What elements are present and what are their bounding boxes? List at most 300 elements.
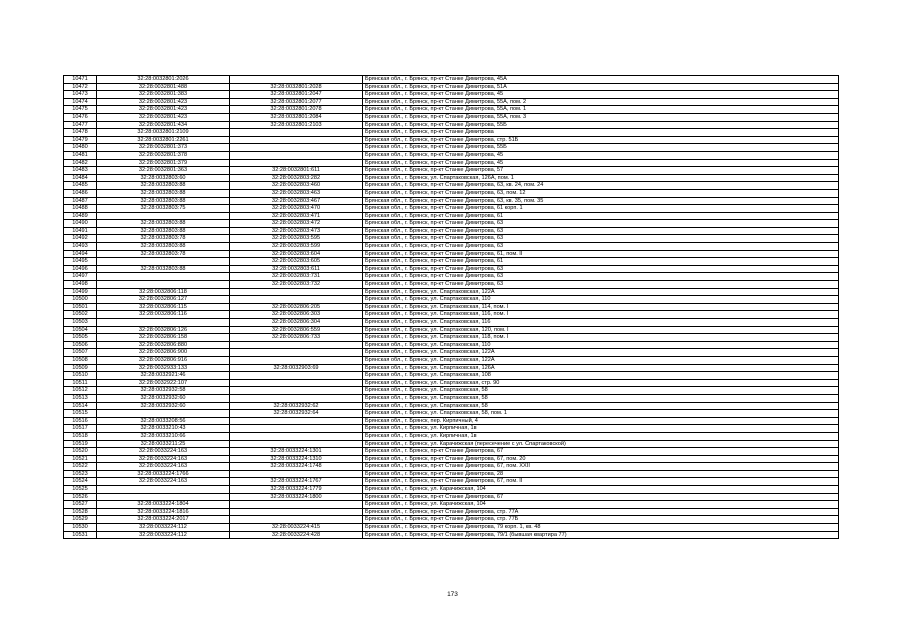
table-row bbox=[64, 493, 839, 501]
row-number-cell: 10478 bbox=[64, 129, 97, 137]
object-cadastral-number-cell: 32:28:0032806:559 bbox=[230, 326, 363, 334]
row-number-cell: 10477 bbox=[64, 121, 97, 129]
land-cadastral-number-cell bbox=[97, 486, 230, 494]
table-row bbox=[64, 334, 839, 342]
address-cell: Брянская обл., г. Брянск, ул. Спартаковская, 116 bbox=[363, 319, 839, 327]
land-cadastral-number-cell: 32:28:0032803:88 bbox=[97, 189, 230, 197]
row-number-cell: 10519 bbox=[64, 440, 97, 448]
land-cadastral-number-cell: 32:28:0033210:43 bbox=[97, 425, 230, 433]
object-cadastral-number-cell bbox=[230, 356, 363, 364]
object-cadastral-number-cell: 32:28:0033224:1748 bbox=[230, 463, 363, 471]
address-cell: Брянская обл., г. Брянск, пр-кт Станке Димитрова, 63 bbox=[363, 273, 839, 281]
object-cadastral-number-cell bbox=[230, 501, 363, 509]
address-cell: Брянская обл., г. Брянск, пр-кт Станке Димитрова, 55Б bbox=[363, 144, 839, 152]
address-cell: Брянская обл., г. Брянск, пр-кт Станке Димитрова, 63, пом. 12 bbox=[363, 189, 839, 197]
table-row bbox=[64, 159, 839, 167]
object-cadastral-number-cell: 32:28:0032803:460 bbox=[230, 182, 363, 190]
object-cadastral-number-cell bbox=[230, 136, 363, 144]
land-cadastral-number-cell: 32:28:0032806:126 bbox=[97, 326, 230, 334]
table-row bbox=[64, 174, 839, 182]
object-cadastral-number-cell bbox=[230, 296, 363, 304]
table-row bbox=[64, 501, 839, 509]
land-cadastral-number-cell: 32:28:0032806:916 bbox=[97, 356, 230, 364]
address-cell: Брянская обл., г. Брянск, пр-кт Станке Димитрова, 61, пом. II bbox=[363, 250, 839, 258]
land-cadastral-number-cell bbox=[97, 319, 230, 327]
address-cell: Брянская обл., г. Брянск, пр-кт Станке Димитрова, 45 bbox=[363, 159, 839, 167]
object-cadastral-number-cell bbox=[230, 516, 363, 524]
land-cadastral-number-cell: 32:28:0032933:133 bbox=[97, 364, 230, 372]
land-cadastral-number-cell: 32:28:0032801:2109 bbox=[97, 129, 230, 137]
object-cadastral-number-cell: 32:28:0033224:1310 bbox=[230, 455, 363, 463]
table-row bbox=[64, 372, 839, 380]
address-cell: Брянская обл., г. Брянск, пр-кт Станке Димитрова, 61 bbox=[363, 212, 839, 220]
table-row bbox=[64, 455, 839, 463]
row-number-cell: 10502 bbox=[64, 311, 97, 319]
row-number-cell: 10517 bbox=[64, 425, 97, 433]
table-row bbox=[64, 387, 839, 395]
row-number-cell: 10472 bbox=[64, 83, 97, 91]
land-cadastral-number-cell: 32:28:0033224:1766 bbox=[97, 470, 230, 478]
land-cadastral-number-cell bbox=[97, 281, 230, 289]
row-number-cell: 10523 bbox=[64, 470, 97, 478]
address-cell: Брянская обл., г. Брянск, пр-кт Станке Димитрова, 45 bbox=[363, 91, 839, 99]
row-number-cell: 10500 bbox=[64, 296, 97, 304]
object-cadastral-number-cell: 32:28:0032932:62 bbox=[230, 402, 363, 410]
table-row bbox=[64, 151, 839, 159]
address-cell: Брянская обл., г. Брянск, пр-кт Станке Димитрова, 63 bbox=[363, 281, 839, 289]
registry-table bbox=[63, 75, 839, 539]
land-cadastral-number-cell: 32:28:0032801:423 bbox=[97, 106, 230, 114]
land-cadastral-number-cell: 32:28:0032801:488 bbox=[97, 83, 230, 91]
object-cadastral-number-cell: 32:28:0033224:1301 bbox=[230, 448, 363, 456]
table-row bbox=[64, 265, 839, 273]
address-cell: Брянская обл., г. Брянск, пр-кт Станке Димитрова, 28 bbox=[363, 470, 839, 478]
table-row bbox=[64, 205, 839, 213]
address-cell: Брянская обл., г. Брянск, пр-кт Станке Димитрова, 51А bbox=[363, 83, 839, 91]
land-cadastral-number-cell: 32:28:0032801:423 bbox=[97, 98, 230, 106]
row-number-cell: 10481 bbox=[64, 151, 97, 159]
land-cadastral-number-cell: 32:28:0033224:1804 bbox=[97, 501, 230, 509]
row-number-cell: 10528 bbox=[64, 508, 97, 516]
land-cadastral-number-cell: 32:28:0033211:25 bbox=[97, 440, 230, 448]
land-cadastral-number-cell: 32:28:0032803:88 bbox=[97, 243, 230, 251]
row-number-cell: 10501 bbox=[64, 303, 97, 311]
row-number-cell: 10515 bbox=[64, 410, 97, 418]
row-number-cell: 10503 bbox=[64, 319, 97, 327]
object-cadastral-number-cell: 32:28:0032903:69 bbox=[230, 364, 363, 372]
land-cadastral-number-cell: 32:28:0032932:60 bbox=[97, 402, 230, 410]
land-cadastral-number-cell: 32:28:0033224:163 bbox=[97, 478, 230, 486]
object-cadastral-number-cell: 32:28:0032801:2077 bbox=[230, 98, 363, 106]
object-cadastral-number-cell bbox=[230, 288, 363, 296]
address-cell: Брянская обл., г. Брянск, ул. Спартаковская, 122А bbox=[363, 288, 839, 296]
object-cadastral-number-cell: 32:28:0032801:611 bbox=[230, 167, 363, 175]
object-cadastral-number-cell bbox=[230, 372, 363, 380]
row-number-cell: 10504 bbox=[64, 326, 97, 334]
object-cadastral-number-cell: 32:28:0032803:595 bbox=[230, 235, 363, 243]
object-cadastral-number-cell: 32:28:0033224:428 bbox=[230, 531, 363, 539]
object-cadastral-number-cell: 32:28:0033224:415 bbox=[230, 524, 363, 532]
object-cadastral-number-cell: 32:28:0032806:304 bbox=[230, 319, 363, 327]
object-cadastral-number-cell: 32:28:0032806:205 bbox=[230, 303, 363, 311]
land-cadastral-number-cell bbox=[97, 493, 230, 501]
address-cell: Брянская обл., г. Брянск, пр-кт Станке Димитрова, 79 корп. 1, кв. 48 bbox=[363, 524, 839, 532]
address-cell: Брянская обл., г. Брянск, ул. Кирпичная, 1в bbox=[363, 432, 839, 440]
land-cadastral-number-cell: 32:28:0032806:900 bbox=[97, 349, 230, 357]
object-cadastral-number-cell bbox=[230, 129, 363, 137]
address-cell: Брянская обл., г. Брянск, пр-кт Станке Димитрова, 61 корп. 1 bbox=[363, 205, 839, 213]
object-cadastral-number-cell: 32:28:0032806:303 bbox=[230, 311, 363, 319]
object-cadastral-number-cell: 32:28:0032803:604 bbox=[230, 250, 363, 258]
object-cadastral-number-cell: 32:28:0032801:2028 bbox=[230, 83, 363, 91]
address-cell: Брянская обл., г. Брянск, пр-кт Станке Димитрова, 63, кв. 24, пом. 24 bbox=[363, 182, 839, 190]
row-number-cell: 10479 bbox=[64, 136, 97, 144]
table-row bbox=[64, 189, 839, 197]
address-cell: Брянская обл., г. Брянск, ул. Карачижская, 104 bbox=[363, 501, 839, 509]
row-number-cell: 10512 bbox=[64, 387, 97, 395]
table-row bbox=[64, 98, 839, 106]
address-cell: Брянская обл., г. Брянск, пр-кт Станке Димитрова, 55Б bbox=[363, 121, 839, 129]
address-cell: Брянская обл., г. Брянск, пр-кт Станке Димитрова, 55А, пом. 3 bbox=[363, 113, 839, 121]
row-number-cell: 10482 bbox=[64, 159, 97, 167]
table-row bbox=[64, 303, 839, 311]
object-cadastral-number-cell: 32:28:0032803:463 bbox=[230, 189, 363, 197]
address-cell: Брянская обл., г. Брянск, пр-кт Станке Димитрова, 67 bbox=[363, 493, 839, 501]
row-number-cell: 10476 bbox=[64, 113, 97, 121]
address-cell: Брянская обл., г. Брянск, ул. Спартаковская, 58 bbox=[363, 387, 839, 395]
address-cell: Брянская обл., г. Брянск, пр-кт Станке Димитрова, 67, пом. XXII bbox=[363, 463, 839, 471]
table-row bbox=[64, 197, 839, 205]
table-row bbox=[64, 432, 839, 440]
row-number-cell: 10518 bbox=[64, 432, 97, 440]
row-number-cell: 10525 bbox=[64, 486, 97, 494]
object-cadastral-number-cell: 32:28:0032803:611 bbox=[230, 265, 363, 273]
land-cadastral-number-cell bbox=[97, 258, 230, 266]
table-row bbox=[64, 250, 839, 258]
row-number-cell: 10508 bbox=[64, 356, 97, 364]
table-row bbox=[64, 425, 839, 433]
table-row bbox=[64, 121, 839, 129]
row-number-cell: 10510 bbox=[64, 372, 97, 380]
table-row bbox=[64, 83, 839, 91]
table-row bbox=[64, 364, 839, 372]
land-cadastral-number-cell: 32:28:0032803:88 bbox=[97, 220, 230, 228]
object-cadastral-number-cell: 32:28:0032803:732 bbox=[230, 281, 363, 289]
row-number-cell: 10480 bbox=[64, 144, 97, 152]
object-cadastral-number-cell bbox=[230, 432, 363, 440]
table-row bbox=[64, 212, 839, 220]
land-cadastral-number-cell: 32:28:0032803:78 bbox=[97, 250, 230, 258]
table-row bbox=[64, 440, 839, 448]
object-cadastral-number-cell: 32:28:0032806:733 bbox=[230, 334, 363, 342]
object-cadastral-number-cell bbox=[230, 151, 363, 159]
object-cadastral-number-cell bbox=[230, 159, 363, 167]
row-number-cell: 10484 bbox=[64, 174, 97, 182]
table-row bbox=[64, 243, 839, 251]
object-cadastral-number-cell: 32:28:0032803:472 bbox=[230, 220, 363, 228]
table-row bbox=[64, 524, 839, 532]
address-cell: Брянская обл., г. Брянск, пр-кт Станке Димитрова, 61 bbox=[363, 258, 839, 266]
land-cadastral-number-cell bbox=[97, 273, 230, 281]
land-cadastral-number-cell: 32:28:0033224:112 bbox=[97, 524, 230, 532]
table-row bbox=[64, 478, 839, 486]
address-cell: Брянская обл., г. Брянск, пр-кт Станке Димитрова, 67, пом. 20 bbox=[363, 455, 839, 463]
row-number-cell: 10507 bbox=[64, 349, 97, 357]
land-cadastral-number-cell: 32:28:0032801:383 bbox=[97, 91, 230, 99]
row-number-cell: 10499 bbox=[64, 288, 97, 296]
row-number-cell: 10493 bbox=[64, 243, 97, 251]
row-number-cell: 10526 bbox=[64, 493, 97, 501]
table-row bbox=[64, 136, 839, 144]
object-cadastral-number-cell: 32:28:0032801:2103 bbox=[230, 121, 363, 129]
address-cell: Брянская обл., г. Брянск, ул. Спартаковская, 118, пом. I bbox=[363, 334, 839, 342]
table-row bbox=[64, 220, 839, 228]
address-cell: Брянская обл., г. Брянск, пр-кт Станке Димитрова, 57 bbox=[363, 167, 839, 175]
land-cadastral-number-cell: 32:28:0032801:2026 bbox=[97, 76, 230, 84]
address-cell: Брянская обл., г. Брянск, пр-кт Станке Димитрова, 63 bbox=[363, 220, 839, 228]
row-number-cell: 10483 bbox=[64, 167, 97, 175]
table-row bbox=[64, 129, 839, 137]
object-cadastral-number-cell: 32:28:0033224:1779 bbox=[230, 486, 363, 494]
row-number-cell: 10494 bbox=[64, 250, 97, 258]
address-cell: Брянская обл., г. Брянск, пр-кт Станке Димитрова, 67 bbox=[363, 448, 839, 456]
land-cadastral-number-cell: 32:28:0032803:88 bbox=[97, 227, 230, 235]
row-number-cell: 10488 bbox=[64, 205, 97, 213]
table-row bbox=[64, 258, 839, 266]
land-cadastral-number-cell: 32:28:0032806:158 bbox=[97, 334, 230, 342]
land-cadastral-number-cell: 32:28:0032932:60 bbox=[97, 394, 230, 402]
address-cell: Брянская обл., г. Брянск, пр-кт Станке Димитрова, 55А, пом. 2 bbox=[363, 98, 839, 106]
land-cadastral-number-cell: 32:28:0033224:163 bbox=[97, 455, 230, 463]
table-row bbox=[64, 410, 839, 418]
table-row bbox=[64, 182, 839, 190]
land-cadastral-number-cell: 32:28:0032803:60 bbox=[97, 174, 230, 182]
address-cell: Брянская обл., г. Брянск, ул. Карачижская, 104 bbox=[363, 486, 839, 494]
table-row bbox=[64, 349, 839, 357]
address-cell: Брянская обл., г. Брянск, ул. Спартаковская, 58 bbox=[363, 402, 839, 410]
table-row bbox=[64, 296, 839, 304]
address-cell: Брянская обл., г. Брянск, ул. Спартаковская, стр. 90 bbox=[363, 379, 839, 387]
land-cadastral-number-cell: 32:28:0032801:434 bbox=[97, 121, 230, 129]
object-cadastral-number-cell bbox=[230, 349, 363, 357]
object-cadastral-number-cell: 32:28:0032803:282 bbox=[230, 174, 363, 182]
row-number-cell: 10505 bbox=[64, 334, 97, 342]
row-number-cell: 10491 bbox=[64, 227, 97, 235]
table-row bbox=[64, 288, 839, 296]
object-cadastral-number-cell: 32:28:0032803:470 bbox=[230, 205, 363, 213]
table-row bbox=[64, 319, 839, 327]
table-row bbox=[64, 91, 839, 99]
address-cell: Брянская обл., г. Брянск, пр-кт Станке Димитрова, стр. 77А bbox=[363, 508, 839, 516]
object-cadastral-number-cell: 32:28:0032803:467 bbox=[230, 197, 363, 205]
row-number-cell: 10495 bbox=[64, 258, 97, 266]
object-cadastral-number-cell bbox=[230, 387, 363, 395]
land-cadastral-number-cell: 32:28:0032801:423 bbox=[97, 113, 230, 121]
land-cadastral-number-cell: 32:28:0033210:66 bbox=[97, 432, 230, 440]
address-cell: Брянская обл., г. Брянск, пр-кт Станке Димитрова bbox=[363, 129, 839, 137]
land-cadastral-number-cell: 32:28:0032921:46 bbox=[97, 372, 230, 380]
land-cadastral-number-cell: 32:28:0032803:88 bbox=[97, 182, 230, 190]
table-row bbox=[64, 273, 839, 281]
land-cadastral-number-cell: 32:28:0032806:127 bbox=[97, 296, 230, 304]
row-number-cell: 10492 bbox=[64, 235, 97, 243]
row-number-cell: 10497 bbox=[64, 273, 97, 281]
table-row bbox=[64, 235, 839, 243]
land-cadastral-number-cell: 32:28:0033224:1816 bbox=[97, 508, 230, 516]
row-number-cell: 10509 bbox=[64, 364, 97, 372]
table-row bbox=[64, 326, 839, 334]
table-row bbox=[64, 394, 839, 402]
address-cell: Брянская обл., г. Брянск, пр-кт Станке Димитрова, 67, пом. II bbox=[363, 478, 839, 486]
address-cell: Брянская обл., г. Брянск, ул. Карачижская (пересечение с ул. Спартаковской) bbox=[363, 440, 839, 448]
table-row bbox=[64, 356, 839, 364]
address-cell: Брянская обл., г. Брянск, ул. Спартаковская, 58, пом. 1 bbox=[363, 410, 839, 418]
land-cadastral-number-cell: 32:28:0032932:58 bbox=[97, 387, 230, 395]
object-cadastral-number-cell bbox=[230, 425, 363, 433]
object-cadastral-number-cell bbox=[230, 341, 363, 349]
row-number-cell: 10487 bbox=[64, 197, 97, 205]
land-cadastral-number-cell: 32:28:0032801:379 bbox=[97, 159, 230, 167]
table-row bbox=[64, 227, 839, 235]
object-cadastral-number-cell bbox=[230, 440, 363, 448]
table-row bbox=[64, 379, 839, 387]
object-cadastral-number-cell bbox=[230, 470, 363, 478]
row-number-cell: 10529 bbox=[64, 516, 97, 524]
row-number-cell: 10527 bbox=[64, 501, 97, 509]
land-cadastral-number-cell: 32:28:0033224:163 bbox=[97, 448, 230, 456]
address-cell: Брянская обл., г. Брянск, ул. Спартаковская, 122А bbox=[363, 349, 839, 357]
land-cadastral-number-cell: 32:28:0032803:88 bbox=[97, 197, 230, 205]
land-cadastral-number-cell: 32:28:0032801:363 bbox=[97, 167, 230, 175]
land-cadastral-number-cell: 32:28:0033224:112 bbox=[97, 531, 230, 539]
address-cell: Брянская обл., г. Брянск, пр-кт Станке Димитрова, 63 bbox=[363, 227, 839, 235]
object-cadastral-number-cell: 32:28:0032932:64 bbox=[230, 410, 363, 418]
address-cell: Брянская обл., г. Брянск, пр-кт Станке Димитрова, 63 bbox=[363, 243, 839, 251]
object-cadastral-number-cell: 32:28:0033224:1767 bbox=[230, 478, 363, 486]
land-cadastral-number-cell: 32:28:0032801:378 bbox=[97, 151, 230, 159]
address-cell: Брянская обл., г. Брянск, пер. Кирпичный, 4 bbox=[363, 417, 839, 425]
land-cadastral-number-cell: 32:28:0032803:78 bbox=[97, 235, 230, 243]
object-cadastral-number-cell: 32:28:0032801:2078 bbox=[230, 106, 363, 114]
registry-table-body bbox=[64, 76, 839, 539]
object-cadastral-number-cell bbox=[230, 394, 363, 402]
land-cadastral-number-cell: 32:28:0032803:88 bbox=[97, 265, 230, 273]
table-row bbox=[64, 281, 839, 289]
address-cell: Брянская обл., г. Брянск, ул. Спартаковская, 116, пом. I bbox=[363, 311, 839, 319]
object-cadastral-number-cell: 32:28:0032803:471 bbox=[230, 212, 363, 220]
table-row bbox=[64, 486, 839, 494]
table-row bbox=[64, 531, 839, 539]
row-number-cell: 10520 bbox=[64, 448, 97, 456]
object-cadastral-number-cell bbox=[230, 76, 363, 84]
object-cadastral-number-cell: 32:28:0033224:1800 bbox=[230, 493, 363, 501]
row-number-cell: 10485 bbox=[64, 182, 97, 190]
row-number-cell: 10498 bbox=[64, 281, 97, 289]
row-number-cell: 10516 bbox=[64, 417, 97, 425]
land-cadastral-number-cell: 32:28:0032801:373 bbox=[97, 144, 230, 152]
address-cell: Брянская обл., г. Брянск, пр-кт Станке Димитрова, 45 bbox=[363, 151, 839, 159]
row-number-cell: 10522 bbox=[64, 463, 97, 471]
land-cadastral-number-cell: 32:28:0032922:107 bbox=[97, 379, 230, 387]
table-row bbox=[64, 448, 839, 456]
object-cadastral-number-cell: 32:28:0032803:605 bbox=[230, 258, 363, 266]
land-cadastral-number-cell: 32:28:0032803:75 bbox=[97, 205, 230, 213]
row-number-cell: 10490 bbox=[64, 220, 97, 228]
table-row bbox=[64, 144, 839, 152]
row-number-cell: 10531 bbox=[64, 531, 97, 539]
table-row bbox=[64, 106, 839, 114]
row-number-cell: 10524 bbox=[64, 478, 97, 486]
object-cadastral-number-cell: 32:28:0032801:2084 bbox=[230, 113, 363, 121]
land-cadastral-number-cell: 32:28:0032806:118 bbox=[97, 288, 230, 296]
address-cell: Брянская обл., г. Брянск, ул. Спартаковская, 120, пом. I bbox=[363, 326, 839, 334]
table-row bbox=[64, 516, 839, 524]
address-cell: Брянская обл., г. Брянск, пр-кт Станке Димитрова, 63 bbox=[363, 265, 839, 273]
row-number-cell: 10506 bbox=[64, 341, 97, 349]
land-cadastral-number-cell: 32:28:0032806:116 bbox=[97, 311, 230, 319]
row-number-cell: 10511 bbox=[64, 379, 97, 387]
address-cell: Брянская обл., г. Брянск, ул. Спартаковская, 110 bbox=[363, 341, 839, 349]
address-cell: Брянская обл., г. Брянск, ул. Спартаковская, 114, пом. I bbox=[363, 303, 839, 311]
address-cell: Брянская обл., г. Брянск, ул. Спартаковская, 122А bbox=[363, 356, 839, 364]
row-number-cell: 10489 bbox=[64, 212, 97, 220]
row-number-cell: 10471 bbox=[64, 76, 97, 84]
address-cell: Брянская обл., г. Брянск, пр-кт Станке Димитрова, 63, кв. 35, пом. 35 bbox=[363, 197, 839, 205]
object-cadastral-number-cell: 32:28:0032803:473 bbox=[230, 227, 363, 235]
address-cell: Брянская обл., г. Брянск, пр-кт Станке Димитрова, 55А, пом. 1 bbox=[363, 106, 839, 114]
address-cell: Брянская обл., г. Брянск, ул. Спартаковская, 110 bbox=[363, 296, 839, 304]
table-row bbox=[64, 76, 839, 84]
object-cadastral-number-cell bbox=[230, 144, 363, 152]
object-cadastral-number-cell: 32:28:0032801:2047 bbox=[230, 91, 363, 99]
land-cadastral-number-cell: 32:28:0032801:2261 bbox=[97, 136, 230, 144]
row-number-cell: 10514 bbox=[64, 402, 97, 410]
row-number-cell: 10473 bbox=[64, 91, 97, 99]
row-number-cell: 10521 bbox=[64, 455, 97, 463]
table-row bbox=[64, 311, 839, 319]
land-cadastral-number-cell bbox=[97, 410, 230, 418]
address-cell: Брянская обл., г. Брянск, ул. Спартаковская, 58 bbox=[363, 394, 839, 402]
object-cadastral-number-cell bbox=[230, 379, 363, 387]
row-number-cell: 10496 bbox=[64, 265, 97, 273]
table-row bbox=[64, 113, 839, 121]
address-cell: Брянская обл., г. Брянск, пр-кт Станке Димитрова, стр. 77Б bbox=[363, 516, 839, 524]
land-cadastral-number-cell: 32:28:0033224:163 bbox=[97, 463, 230, 471]
land-cadastral-number-cell: 32:28:0033224:2017 bbox=[97, 516, 230, 524]
row-number-cell: 10530 bbox=[64, 524, 97, 532]
address-cell: Брянская обл., г. Брянск, ул. Спартаковская, 126А bbox=[363, 364, 839, 372]
object-cadastral-number-cell: 32:28:0032803:731 bbox=[230, 273, 363, 281]
row-number-cell: 10486 bbox=[64, 189, 97, 197]
table-row bbox=[64, 167, 839, 175]
table-row bbox=[64, 341, 839, 349]
object-cadastral-number-cell bbox=[230, 417, 363, 425]
table-row bbox=[64, 508, 839, 516]
table-row bbox=[64, 402, 839, 410]
object-cadastral-number-cell bbox=[230, 508, 363, 516]
object-cadastral-number-cell: 32:28:0032803:599 bbox=[230, 243, 363, 251]
page-number: 173 bbox=[447, 591, 458, 598]
table-row bbox=[64, 463, 839, 471]
land-cadastral-number-cell: 32:28:0032806:115 bbox=[97, 303, 230, 311]
land-cadastral-number-cell bbox=[97, 212, 230, 220]
row-number-cell: 10474 bbox=[64, 98, 97, 106]
row-number-cell: 10513 bbox=[64, 394, 97, 402]
table-row bbox=[64, 470, 839, 478]
table-row bbox=[64, 417, 839, 425]
land-cadastral-number-cell: 32:28:0033208:56 bbox=[97, 417, 230, 425]
address-cell: Брянская обл., г. Брянск, ул. Кирпичная, 1в bbox=[363, 425, 839, 433]
